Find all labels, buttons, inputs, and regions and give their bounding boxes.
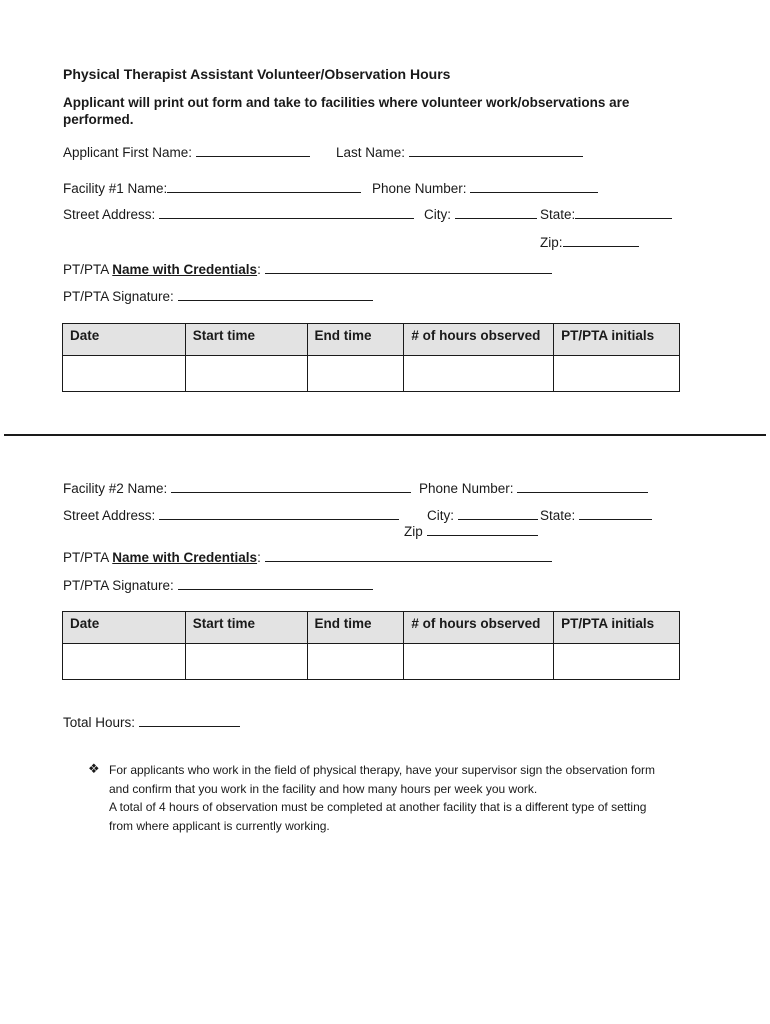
facility1-state-field[interactable]	[575, 206, 672, 219]
observation-note	[109, 761, 669, 835]
note-line-1: For applicants who work in the field of physical therapy, have your supervisor sign the observation form and confirm that you work in the facility and how many hours per week you work.	[109, 763, 656, 796]
facility2-name-row	[63, 480, 411, 496]
facility1-street-row	[63, 206, 414, 222]
initials-cell[interactable]	[554, 356, 680, 392]
bullet-icon: ❖	[88, 761, 100, 776]
facility2-city-label: City:	[427, 508, 454, 523]
facility1-street-label: Street Address:	[63, 207, 156, 222]
header-hours-observed: # of hours observed	[404, 612, 554, 644]
facility2-pt-prefix: PT/PTA	[63, 550, 113, 565]
facility1-zip-row	[540, 234, 639, 250]
facility1-street-field[interactable]	[159, 206, 414, 219]
facility1-city-row	[424, 206, 537, 222]
last-name-label: Last Name:	[336, 145, 406, 160]
start-time-cell[interactable]	[185, 356, 307, 392]
facility2-zip-field[interactable]	[427, 523, 538, 536]
facility2-credentials-label: Name with Credentials	[112, 550, 258, 565]
facility1-credentials-row	[63, 261, 552, 277]
facility1-phone-label: Phone Number:	[372, 181, 467, 196]
header-end-time: End time	[307, 324, 404, 356]
facility2-phone-label: Phone Number:	[419, 481, 514, 496]
facility1-credentials-colon: :	[257, 262, 261, 277]
table-header-row	[63, 324, 680, 356]
facility1-state-label: State:	[540, 207, 576, 222]
facility2-credentials-row	[63, 549, 552, 565]
facility2-zip-label: Zip	[404, 524, 423, 539]
facility2-signature-row	[63, 577, 373, 593]
facility2-city-field[interactable]	[458, 507, 538, 520]
facility2-credentials-field[interactable]	[265, 549, 552, 562]
last-name-field[interactable]	[409, 144, 583, 157]
hours-observed-cell[interactable]	[404, 356, 554, 392]
facility2-state-field[interactable]	[579, 507, 652, 520]
applicant-first-name-field[interactable]	[196, 144, 310, 157]
facility1-credentials-label: Name with Credentials	[112, 262, 258, 277]
header-hours-observed: # of hours observed	[404, 324, 554, 356]
form-instructions: Applicant will print out form and take to facilities where volunteer work/observations are performed.	[63, 95, 630, 127]
start-time-cell[interactable]	[185, 644, 307, 680]
facility1-city-field[interactable]	[455, 206, 537, 219]
end-time-cell[interactable]	[307, 644, 404, 680]
facility2-credentials-colon: :	[257, 550, 261, 565]
hours-observed-cell[interactable]	[404, 644, 554, 680]
end-time-cell[interactable]	[307, 356, 404, 392]
facility1-name-field[interactable]	[167, 180, 361, 193]
header-initials: PT/PTA initials	[554, 324, 680, 356]
facility1-credentials-field[interactable]	[265, 261, 552, 274]
facility1-name-row	[63, 180, 361, 196]
facility2-name-field[interactable]	[171, 480, 411, 493]
facility1-name-label: Facility #1 Name:	[63, 181, 168, 196]
applicant-first-name-row	[63, 144, 310, 160]
facility1-pt-prefix: PT/PTA	[63, 262, 113, 277]
facility1-signature-label: PT/PTA Signature:	[63, 289, 174, 304]
note-line-2: A total of 4 hours of observation must be completed at another facility that is a different type of setting from where applicant is currently working.	[109, 800, 647, 833]
header-date: Date	[63, 324, 186, 356]
date-cell[interactable]	[63, 356, 186, 392]
section-divider	[4, 434, 766, 436]
facility2-street-label: Street Address:	[63, 508, 156, 523]
facility2-name-label: Facility #2 Name:	[63, 481, 168, 496]
facility2-state-row	[540, 507, 652, 523]
facility1-city-label: City:	[424, 207, 451, 222]
table-row	[63, 644, 680, 680]
facility2-city-row	[427, 507, 538, 523]
total-hours-label: Total Hours:	[63, 715, 136, 730]
table-header-row	[63, 612, 680, 644]
header-start-time: Start time	[185, 324, 307, 356]
facility2-zip-row	[404, 523, 538, 539]
total-hours-field[interactable]	[139, 714, 240, 727]
header-end-time: End time	[307, 612, 404, 644]
facility2-street-row	[63, 507, 399, 523]
form-title: Physical Therapist Assistant Volunteer/Observation Hours	[63, 66, 451, 82]
facility2-phone-row	[419, 480, 648, 496]
applicant-first-name-label: Applicant First Name:	[63, 145, 193, 160]
table-row	[63, 356, 680, 392]
facility1-zip-field[interactable]	[563, 234, 639, 247]
facility2-phone-field[interactable]	[517, 480, 648, 493]
facility2-signature-field[interactable]	[178, 577, 373, 590]
date-cell[interactable]	[63, 644, 186, 680]
facility1-phone-row	[372, 180, 598, 196]
total-hours-row	[63, 714, 240, 730]
facility2-state-label: State:	[540, 508, 576, 523]
initials-cell[interactable]	[554, 644, 680, 680]
facility2-signature-label: PT/PTA Signature:	[63, 578, 174, 593]
facility1-hours-table	[62, 323, 680, 392]
facility1-zip-label: Zip:	[540, 235, 563, 250]
last-name-row	[336, 144, 583, 160]
header-start-time: Start time	[185, 612, 307, 644]
facility1-state-row	[540, 206, 672, 222]
header-initials: PT/PTA initials	[554, 612, 680, 644]
header-date: Date	[63, 612, 186, 644]
facility1-signature-row	[63, 288, 373, 304]
facility2-hours-table	[62, 611, 680, 680]
facility2-street-field[interactable]	[159, 507, 399, 520]
facility1-signature-field[interactable]	[178, 288, 373, 301]
facility1-phone-field[interactable]	[470, 180, 598, 193]
